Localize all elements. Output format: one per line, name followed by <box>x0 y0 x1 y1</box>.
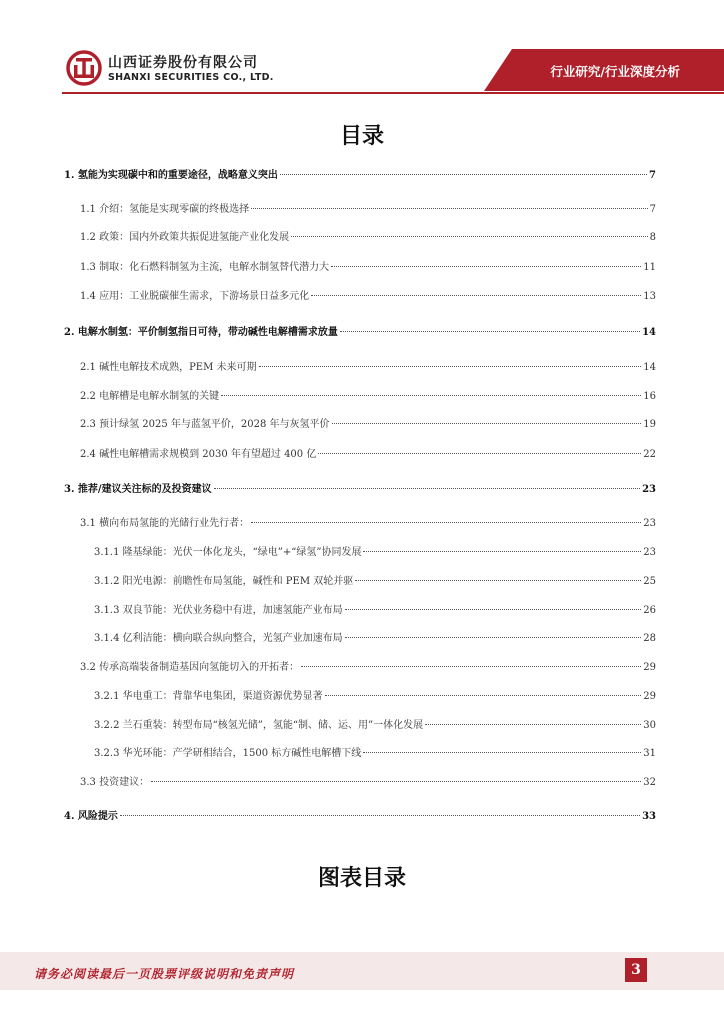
toc-entry[interactable] <box>80 517 656 531</box>
page-header <box>0 0 724 100</box>
toc-entry[interactable] <box>94 546 656 560</box>
toc-entry-title: 2. 电解水制氢：平价制氢指日可待，带动碱性电解槽需求放量 <box>64 327 338 338</box>
toc-leader-dots <box>332 423 642 424</box>
toc-leader-dots <box>251 522 641 523</box>
toc-entry-title: 2.4 碱性电解槽需求规模到 2030 年有望超过 400 亿 <box>80 449 317 460</box>
toc-entry-page: 29 <box>643 662 656 673</box>
toc-entry[interactable] <box>80 290 656 304</box>
toc-leader-dots <box>345 609 642 610</box>
toc-entry-page: 28 <box>643 633 656 644</box>
toc-entry-title: 3. 推荐/建议关注标的及投资建议 <box>64 484 212 495</box>
toc-entry-title: 3.1.2 阳光电源：前瞻性布局氢能，碱性和 PEM 双轮并驱 <box>94 576 354 587</box>
toc-entry-page: 8 <box>649 232 656 243</box>
disclaimer-notice: 请务必阅读最后一页股票评级说明和免责声明 <box>34 967 295 981</box>
toc-entry-page: 11 <box>643 262 656 273</box>
toc-entry-page: 14 <box>643 362 656 373</box>
toc-entry-page: 7 <box>649 204 656 215</box>
toc-entry-title: 2.2 电解槽是电解水制氢的关键 <box>80 391 220 402</box>
toc-entry-title: 3.3 投资建议： <box>80 777 150 788</box>
toc-entry-title: 3.1.3 双良节能：光伏业务稳中有进，加速氢能产业布局 <box>94 605 343 616</box>
toc-entry[interactable] <box>64 326 656 340</box>
toc-leader-dots <box>280 174 647 175</box>
toc-leader-dots <box>120 815 640 816</box>
toc-entry[interactable] <box>80 231 656 245</box>
toc-entry[interactable] <box>80 418 656 432</box>
toc-leader-dots <box>331 266 641 267</box>
figures-toc-title: 图表目录 <box>317 866 406 891</box>
toc-entry[interactable] <box>64 169 656 183</box>
toc-leader-dots <box>214 488 641 489</box>
toc-entry-title: 1.4 应用：工业脱碳催生需求，下游场景日益多元化 <box>80 291 310 302</box>
toc-entry[interactable] <box>94 747 656 761</box>
toc-leader-dots <box>345 637 642 638</box>
toc-leader-dots <box>291 236 648 237</box>
toc-entry[interactable] <box>94 575 656 589</box>
toc-leader-dots <box>363 551 641 552</box>
toc-entry[interactable] <box>64 810 656 824</box>
toc-entry[interactable] <box>80 448 656 462</box>
toc-entry-page: 19 <box>643 419 656 430</box>
toc-entry-title: 2.3 预计绿氢 2025 年与蓝氢平价，2028 年与灰氢平价 <box>80 419 330 430</box>
company-logo-icon <box>66 50 102 86</box>
toc-entry-title: 1.2 政策：国内外政策共振促进氢能产业化发展 <box>80 232 290 243</box>
toc-entry-page: 14 <box>642 327 656 338</box>
toc-entry-title: 3.1.4 亿利洁能：横向联合纵向整合，光氢产业加速布局 <box>94 633 343 644</box>
company-name-cn: 山西证券股份有限公司 <box>108 55 258 71</box>
toc-entry-title: 2.1 碱性电解技术成熟，PEM 未来可期 <box>80 362 257 373</box>
toc-leader-dots <box>151 781 641 782</box>
toc-entry-title: 3.2 传承高端装备制造基因向氢能切入的开拓者： <box>80 662 300 673</box>
toc-entry-title: 1. 氢能为实现碳中和的重要途径，战略意义突出 <box>64 170 278 181</box>
toc-entry[interactable] <box>80 203 656 217</box>
toc-entry[interactable] <box>94 604 656 618</box>
toc-entry-page: 32 <box>643 777 656 788</box>
toc-entry-page: 13 <box>643 291 656 302</box>
toc-leader-dots <box>301 666 641 667</box>
toc-entry-page: 23 <box>642 484 656 495</box>
toc-entry-page: 31 <box>643 748 656 759</box>
toc-entry-title: 3.2.1 华电重工：背靠华电集团，渠道资源优势显著 <box>94 691 323 702</box>
company-name-en: SHANXI SECURITIES CO., LTD. <box>108 72 274 83</box>
toc-leader-dots <box>251 208 648 209</box>
toc-leader-dots <box>311 295 641 296</box>
report-category: 行业研究/行业深度分析 <box>550 64 680 79</box>
toc-entry[interactable] <box>80 390 656 404</box>
toc-entry-page: 33 <box>642 811 656 822</box>
toc-leader-dots <box>363 752 641 753</box>
page-number: 3 <box>625 958 647 982</box>
toc-leader-dots <box>425 724 641 725</box>
toc-entry[interactable] <box>80 661 656 675</box>
toc-entry-page: 22 <box>643 449 656 460</box>
toc-entry[interactable] <box>80 361 656 375</box>
toc-entry-page: 26 <box>643 605 656 616</box>
toc-entry[interactable] <box>94 719 656 733</box>
toc-title: 目录 <box>339 124 384 149</box>
toc-entry-title: 1.1 介绍：氢能是实现零碳的终极选择 <box>80 204 250 215</box>
toc-entry-page: 23 <box>643 547 656 558</box>
toc-entry[interactable] <box>80 261 656 275</box>
toc-entry[interactable] <box>94 690 656 704</box>
toc-entry-page: 29 <box>643 691 656 702</box>
toc-leader-dots <box>325 695 642 696</box>
toc-leader-dots <box>355 580 641 581</box>
toc-entry-title: 4. 风险提示 <box>64 811 118 822</box>
toc-entry-page: 30 <box>643 720 656 731</box>
toc-leader-dots <box>259 366 642 367</box>
toc-entry-title: 3.1.1 隆基绿能：光伏一体化龙头，“绿电”+“绿氢”协同发展 <box>94 547 362 558</box>
toc-entry-title: 1.3 制取：化石燃料制氢为主流，电解水制氢替代潜力大 <box>80 262 330 273</box>
toc-leader-dots <box>340 331 640 332</box>
toc-entry[interactable] <box>64 483 656 497</box>
toc-entry[interactable] <box>94 632 656 646</box>
header-divider <box>62 92 724 94</box>
toc-entry-title: 3.2.2 兰石重装：转型布局“核氢光储”，氢能“制、储、运、用”一体化发展 <box>94 720 424 731</box>
toc-entry[interactable] <box>80 776 656 790</box>
toc-leader-dots <box>318 453 641 454</box>
toc-entry-title: 3.2.3 华光环能：产学研相结合，1500 标方碱性电解槽下线 <box>94 748 362 759</box>
toc-entry-page: 25 <box>643 576 656 587</box>
toc-entry-title: 3.1 横向布局氢能的光储行业先行者： <box>80 518 250 529</box>
toc-entry-page: 23 <box>643 518 656 529</box>
toc-entry-page: 16 <box>643 391 656 402</box>
toc-leader-dots <box>221 395 641 396</box>
toc-entry-page: 7 <box>649 170 656 181</box>
